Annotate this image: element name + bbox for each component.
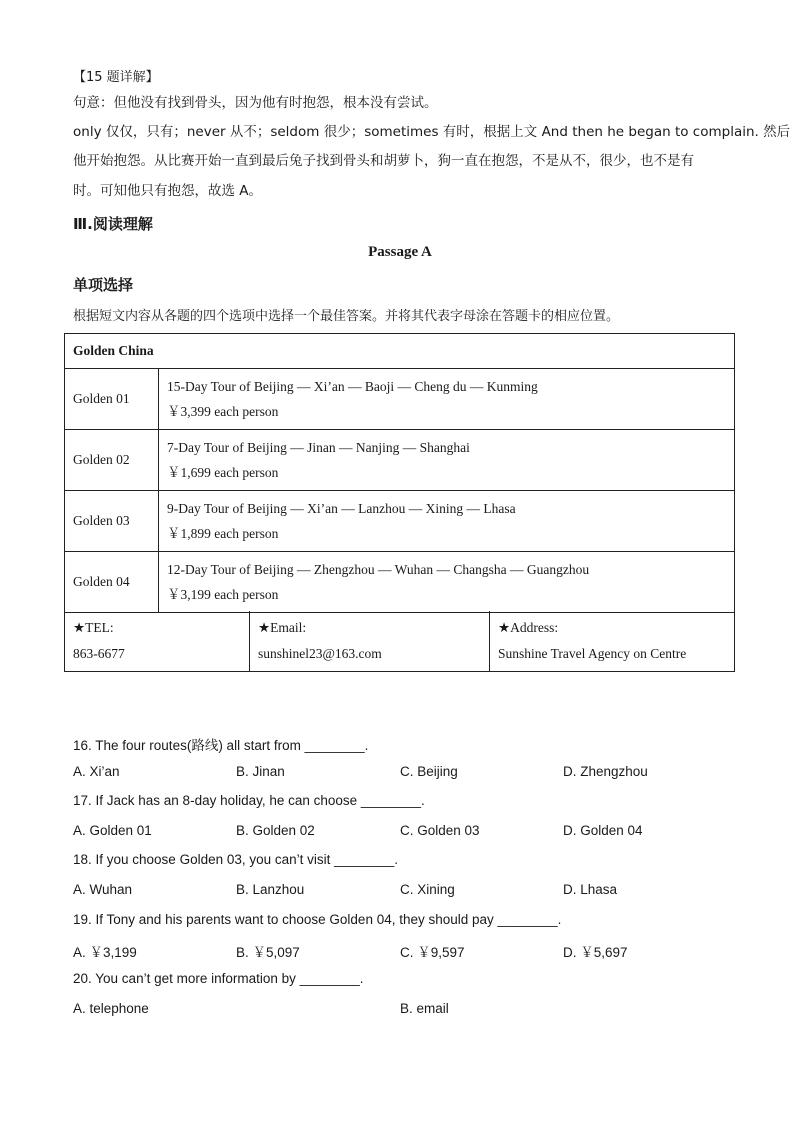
explanation-line: 时。可知他只有抱怨，故选 A。 [73, 183, 263, 199]
table-header-row [65, 334, 735, 369]
option-b[interactable]: B. email [400, 1001, 449, 1016]
tour-route: 12-Day Tour of Beijing — Zhengzhou — Wuhan — Changsha — Guangzhou [167, 562, 590, 577]
option-a[interactable]: A. Xi’an [73, 764, 120, 779]
tour-table [64, 333, 735, 613]
option-a[interactable]: A. Golden 01 [73, 823, 152, 838]
tour-route: 15-Day Tour of Beijing — Xi’an — Baoji — Cheng du — Kunming [167, 379, 538, 394]
table-row [65, 369, 735, 430]
contact-email-cell [250, 611, 490, 671]
tour-details [159, 552, 735, 613]
tel-label: ★TEL: [73, 620, 114, 635]
option-b[interactable]: B. ￥5,097 [236, 945, 300, 960]
table-title: Golden China [65, 334, 735, 369]
tour-name: Golden 01 [65, 369, 159, 430]
explanation-line: 句意：但他没有找到骨头，因为他有时抱怨，根本没有尝试。 [73, 95, 438, 111]
address-label: ★Address: [498, 620, 559, 635]
option-c[interactable]: C. ￥9,597 [400, 945, 465, 960]
table-row [65, 430, 735, 491]
email-label: ★Email: [258, 620, 307, 635]
explanation-heading: 【15 题详解】 [73, 70, 159, 85]
option-d[interactable]: D. Golden 04 [563, 823, 643, 838]
tour-details [159, 369, 735, 430]
question-text: 19. If Tony and his parents want to choose Golden 04, they should pay ________. [73, 912, 562, 927]
question-text: 16. The four routes(路线) all start from ________. [73, 738, 369, 753]
tour-price: ￥1,899 each person [167, 526, 279, 541]
contact-row [64, 611, 735, 672]
email-value: sunshinel23@163.com [258, 646, 382, 661]
tour-price: ￥1,699 each person [167, 465, 279, 480]
tour-details [159, 430, 735, 491]
tour-name: Golden 02 [65, 430, 159, 491]
explanation-line: 他开始抱怨。从比赛开始一直到最后兔子找到骨头和胡萝卜，狗一直在抱怨，不是从不，很少，也不是有 [73, 153, 694, 169]
option-b[interactable]: B. Golden 02 [236, 823, 315, 838]
table-row [65, 552, 735, 613]
instruction-text: 根据短文内容从各题的四个选项中选择一个最佳答案。并将其代表字母涂在答题卡的相应位置。 [73, 309, 620, 324]
tour-price: ￥3,399 each person [167, 404, 279, 419]
question-text: 20. You can’t get more information by ________. [73, 971, 364, 986]
contact-address-cell [490, 611, 734, 671]
address-value: Sunshine Travel Agency on Centre [498, 646, 687, 661]
tel-value: 863-6677 [73, 646, 125, 661]
option-d[interactable]: D. Zhengzhou [563, 764, 648, 779]
tour-details [159, 491, 735, 552]
section-title: Ⅲ.阅读理解 [73, 215, 153, 233]
option-d[interactable]: D. ￥5,697 [563, 945, 628, 960]
option-b[interactable]: B. Jinan [236, 764, 285, 779]
option-d[interactable]: D. Lhasa [563, 882, 618, 897]
table-row [65, 491, 735, 552]
tour-name: Golden 03 [65, 491, 159, 552]
tour-route: 9-Day Tour of Beijing — Xi’an — Lanzhou — Xining — Lhasa [167, 501, 516, 516]
question-text: 18. If you choose Golden 03, you can’t visit ________. [73, 852, 398, 867]
subsection-title: 单项选择 [73, 276, 134, 294]
passage-title: Passage A [368, 244, 432, 260]
option-c[interactable]: C. Golden 03 [400, 823, 480, 838]
option-c[interactable]: C. Xining [400, 882, 455, 897]
question-text: 17. If Jack has an 8-day holiday, he can choose ________. [73, 793, 425, 808]
option-a[interactable]: A. Wuhan [73, 882, 133, 897]
tour-price: ￥3,199 each person [167, 587, 279, 602]
option-b[interactable]: B. Lanzhou [236, 882, 305, 897]
option-a[interactable]: A. ￥3,199 [73, 945, 137, 960]
tour-name: Golden 04 [65, 552, 159, 613]
explanation-line: only 仅仅，只有；never 从不；seldom 很少；sometimes 有时，根据上文 And then he began to complain. 然后 [73, 124, 791, 140]
tour-route: 7-Day Tour of Beijing — Jinan — Nanjing — Shanghai [167, 440, 470, 455]
option-c[interactable]: C. Beijing [400, 764, 458, 779]
option-a[interactable]: A. telephone [73, 1001, 149, 1016]
contact-tel-cell [65, 611, 250, 671]
